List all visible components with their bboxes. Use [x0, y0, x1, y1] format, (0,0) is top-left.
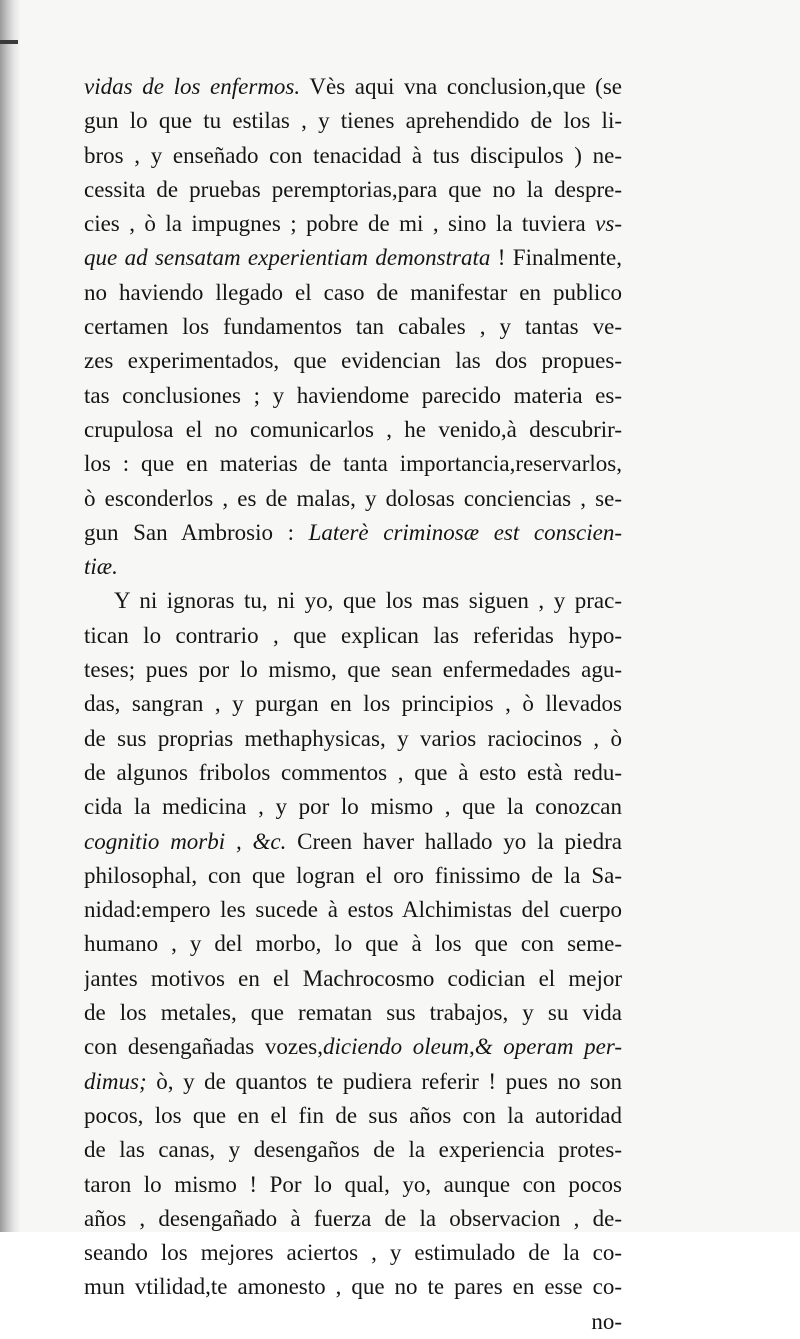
italic-text: tiæ. [84, 554, 118, 580]
text-segment: Vès aqui vna conclusion,que (se [300, 74, 622, 99]
italic-text: Laterè criminosæ est conscien- [308, 519, 622, 545]
italic-text: cognitio morbi , &c. [84, 828, 287, 854]
text-segment: tican lo contrario , que explican las referidas hypo- [84, 622, 622, 648]
text-line [84, 893, 622, 927]
text-line [84, 1270, 622, 1304]
text-segment: taron lo mismo ! Por lo qual, yo, aunque con pocos [84, 1171, 622, 1197]
text-line [84, 1099, 622, 1133]
text-segment: años , desengañado à fuerza de la observacion , de- [84, 1205, 622, 1231]
text-line [84, 1236, 622, 1270]
text-segment: de sus proprias methaphysicas, y varios raciocinos , ò [84, 725, 622, 751]
text-segment: gun lo que tu estilas , y tienes aprehendido de los li- [84, 108, 622, 134]
text-segment: seando los mejores aciertos , y estimulado de la co- [84, 1240, 622, 1266]
text-line [84, 653, 622, 687]
text-line [84, 619, 622, 653]
text-line [84, 927, 622, 961]
text-line [84, 207, 622, 241]
text-line [84, 1030, 622, 1064]
text-line [84, 344, 622, 378]
text-segment: pocos, los que en el fin de sus años con la autoridad [84, 1102, 622, 1128]
text-line [84, 996, 622, 1030]
text-segment: jantes motivos en el Machrocosmo codician el mejor [84, 965, 622, 991]
text-segment: humano , y del morbo, lo que à los que con seme- [84, 931, 622, 957]
text-line [84, 139, 622, 173]
text-line [84, 859, 622, 893]
text-line [84, 379, 622, 413]
text-segment: con desengañadas vozes, [84, 1034, 323, 1060]
text-line [84, 756, 622, 790]
text-line [84, 825, 622, 859]
text-line [84, 241, 622, 275]
scan-binding-edge [0, 0, 20, 1232]
text-line [84, 310, 622, 344]
text-segment: de los metales, que rematan sus trabajos, y su vida [84, 1000, 622, 1026]
text-segment: de las canas, y desengaños de la experiencia protes- [84, 1137, 622, 1163]
text-line [84, 962, 622, 996]
text-segment: teses; pues por lo mismo, que sean enfermedades agu- [84, 657, 622, 683]
text-line [84, 104, 622, 138]
catchword [84, 1305, 622, 1339]
scan-edge-mark [0, 40, 18, 44]
text-segment: no- [591, 1308, 622, 1334]
text-line [84, 1168, 622, 1202]
text-line [84, 276, 622, 310]
text-segment: das, sangran , y purgan en los principios , ò llevados [84, 691, 622, 717]
text-line [84, 1133, 622, 1167]
show-through-bleed [700, 170, 706, 196]
text-segment: cida la medicina , y por lo mismo , que la conozcan [84, 794, 622, 820]
text-line [84, 413, 622, 447]
text-segment: los : que en materias de tanta importancia,reservarlos, [84, 451, 622, 477]
text-line [84, 173, 622, 207]
body-text [84, 70, 622, 1339]
text-segment: tas conclusiones ; y haviendome parecido materia es- [84, 382, 622, 408]
italic-text: dimus; [84, 1068, 147, 1094]
text-line [84, 790, 622, 824]
text-line [84, 550, 622, 584]
text-line [84, 722, 622, 756]
text-segment: Y ni ignoras tu, ni yo, que los mas siguen , y prac- [114, 588, 622, 614]
text-line [84, 584, 622, 618]
text-segment: gun San Ambrosio : [84, 519, 309, 545]
italic-text: diciendo oleum,& operam per- [322, 1034, 622, 1060]
text-segment: ò, y de quantos te pudiera referir ! pues no son [146, 1068, 622, 1094]
text-segment: de algunos fribolos commentos , que à esto està redu- [84, 759, 622, 785]
text-line [84, 447, 622, 481]
text-segment: ! Finalmente, [490, 245, 622, 271]
text-line [84, 1202, 622, 1236]
text-line [84, 516, 622, 550]
text-segment: mun vtilidad,te amonesto , que no te pares en esse co- [84, 1274, 622, 1300]
text-line [84, 70, 622, 104]
text-segment: philosophal, con que logran el oro finissimo de la Sa- [84, 862, 622, 888]
text-line [84, 1065, 622, 1099]
text-segment: cies , ò la impugnes ; pobre de mi , sino la tuviera [84, 211, 596, 237]
italic-text: vs- [595, 211, 622, 237]
text-segment: no haviendo llegado el caso de manifestar en publico [84, 279, 622, 305]
italic-text: vidas de los enfermos. [84, 74, 301, 99]
text-segment: ò esconderlos , es de malas, y dolosas conciencias , se- [84, 485, 622, 511]
text-segment: crupulosa el no comunicarlos , he venido,à descubrir- [84, 416, 622, 442]
text-segment: Creen haver hallado yo la piedra [286, 828, 622, 854]
text-segment: certamen los fundamentos tan cabales , y tantas ve- [84, 314, 622, 340]
text-segment: bros , y enseñado con tenacidad à tus discipulos ) ne- [84, 142, 622, 168]
text-line [84, 482, 622, 516]
text-line [84, 687, 622, 721]
text-segment: zes experimentados, que evidencian las dos propues- [84, 348, 622, 374]
italic-text: que ad sensatam experientiam demonstrata [84, 245, 491, 271]
text-segment: nidad:empero les sucede à estos Alchimistas del cuerpo [84, 897, 622, 923]
text-segment: cessita de pruebas peremptorias,para que no la despre- [84, 176, 622, 202]
